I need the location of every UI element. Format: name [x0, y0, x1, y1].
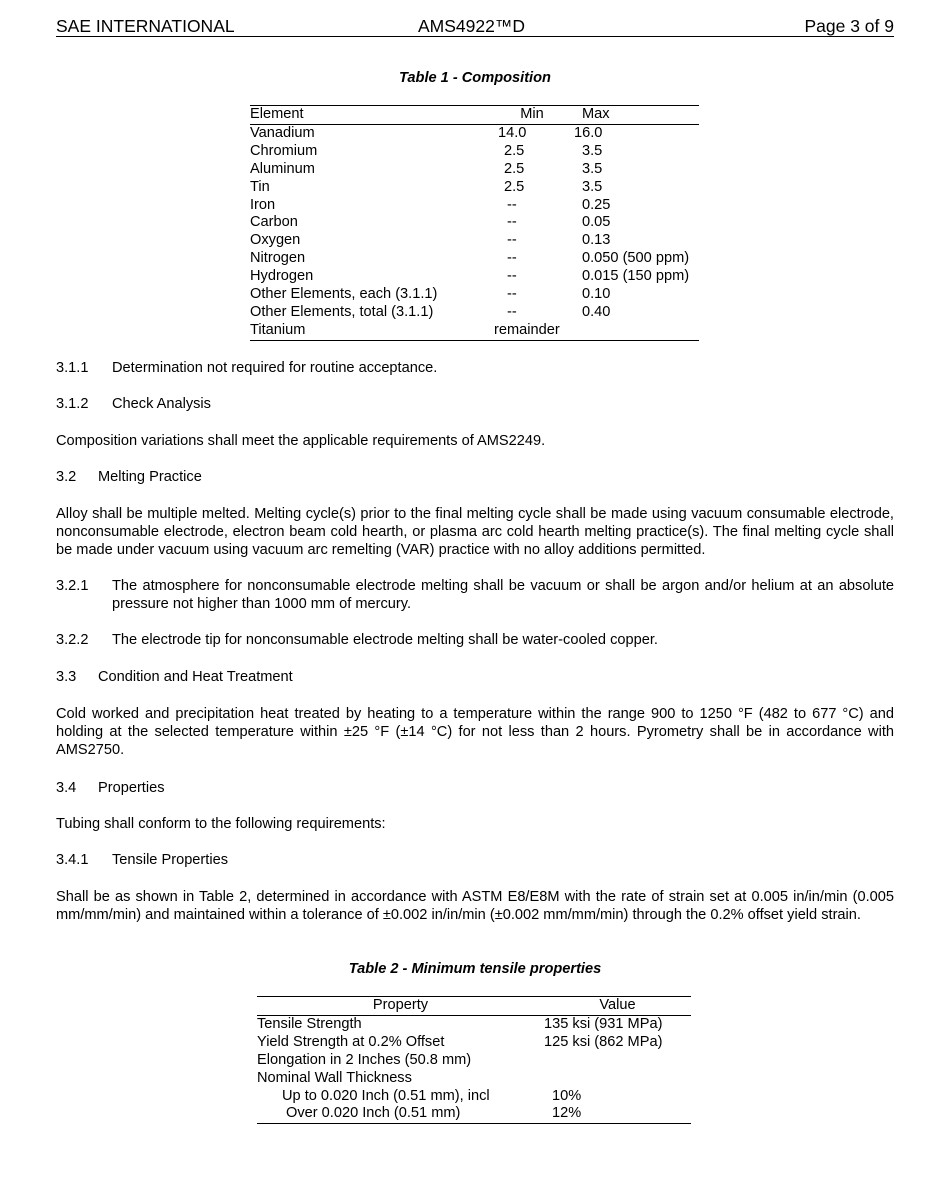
- table-cell: 3.5: [582, 178, 603, 195]
- table-cell: [544, 1070, 691, 1088]
- publisher-name: SAE INTERNATIONAL: [56, 16, 235, 36]
- section-number: 3.3: [56, 669, 77, 685]
- paragraph: Composition variations shall meet the applicable requirements of AMS2249.: [56, 433, 546, 449]
- table-cell: 14.0: [498, 124, 527, 141]
- section-heading: Condition and Heat Treatment: [98, 669, 293, 685]
- document-number: AMS4922™D: [418, 16, 525, 36]
- table-cell: 3.5: [582, 160, 603, 177]
- table-row: [257, 1015, 691, 1033]
- section-text: Determination not required for routine acceptance.: [112, 360, 438, 376]
- paragraph: Shall be as shown in Table 2, determined in accordance with ASTM E8/E8M with the rate of strain set at 0.005 in/in/min (0.005 mm/mm/min) and maintained within a tolerance of ±0.002 in/in/min (±0.002 mm/mm/min) through the 0.2% offset yield strain.: [56, 889, 894, 923]
- table-cell: 2.5: [504, 178, 525, 195]
- table-cell: --: [507, 214, 517, 231]
- composition-table: [250, 105, 699, 341]
- table-cell: 0.05: [582, 214, 611, 231]
- table-cell: 0.40: [582, 303, 611, 320]
- table-cell: --: [507, 286, 517, 303]
- table-row: [257, 1088, 691, 1106]
- table-row: [257, 1105, 691, 1123]
- table-cell: --: [507, 268, 517, 285]
- table-cell: Carbon: [250, 214, 298, 231]
- table-cell: Vanadium: [250, 124, 315, 141]
- paragraph: Tubing shall conform to the following requirements:: [56, 816, 386, 832]
- table-row: [250, 197, 699, 215]
- table-cell: 16.0: [574, 124, 603, 141]
- table-cell: Iron: [250, 196, 276, 213]
- section-number: 3.1.2: [56, 396, 89, 412]
- table-cell: Nominal Wall Thickness: [257, 1069, 412, 1086]
- table-header-row: [257, 997, 691, 1016]
- table-cell: --: [507, 196, 517, 213]
- section-text: The atmosphere for nonconsumable electrode melting shall be vacuum or shall be argon and/or helium at an absolute pressure not higher than 1000 mm of mercury.: [112, 578, 894, 612]
- table-cell: Other Elements, each (3.1.1): [250, 286, 438, 303]
- table-cell: 2.5: [504, 142, 525, 159]
- table-cell: --: [507, 250, 517, 267]
- section-heading: Check Analysis: [112, 396, 211, 412]
- table-cell: 12%: [552, 1105, 582, 1122]
- section-number: 3.4.1: [56, 852, 89, 868]
- column-header: Element: [250, 106, 490, 125]
- section-text: The electrode tip for nonconsumable electrode melting shall be water-cooled copper.: [112, 632, 658, 648]
- section-number: 3.4: [56, 780, 77, 796]
- table-row: [250, 250, 699, 268]
- table-cell: 0.10: [582, 286, 611, 303]
- table-cell: Chromium: [250, 142, 318, 159]
- table2-caption: Table 2 - Minimum tensile properties: [348, 961, 602, 977]
- table-row: [250, 143, 699, 161]
- table-cell: 0.25: [582, 196, 611, 213]
- table-cell: Other Elements, total (3.1.1): [250, 303, 434, 320]
- table-row: [257, 1034, 691, 1052]
- table-cell: 2.5: [504, 160, 525, 177]
- table-row: [250, 214, 699, 232]
- table-cell: remainder: [494, 321, 560, 338]
- section-number: 3.2.1: [56, 578, 89, 594]
- page-number: Page 3 of 9: [804, 16, 894, 36]
- column-header: Max: [574, 106, 699, 125]
- section-3-2-1: [56, 577, 894, 617]
- table-row: [257, 1052, 691, 1070]
- table-cell: 0.015 (150 ppm): [582, 268, 690, 285]
- table-cell: 125 ksi (862 MPa): [544, 1033, 663, 1050]
- table-cell: Tensile Strength: [257, 1015, 362, 1032]
- table-cell: Elongation in 2 Inches (50.8 mm): [257, 1051, 472, 1068]
- section-heading: Melting Practice: [98, 469, 202, 485]
- table-row: [250, 268, 699, 286]
- column-header: Property: [257, 997, 544, 1016]
- paragraph: Cold worked and precipitation heat treated by heating to a temperature within the range 900 to 1250 °F (482 to 677 °C) and holding at the selected temperature within ±25 °F (±14 °C) for not less than 2 hours. Pyrometry shall be in accordance with AMS2750.: [56, 706, 894, 758]
- section-number: 3.2: [56, 469, 77, 485]
- table-row: [250, 179, 699, 197]
- table-cell: Titanium: [250, 321, 306, 338]
- section-number: 3.2.2: [56, 632, 89, 648]
- paragraph: Alloy shall be multiple melted. Melting cycle(s) prior to the final melting cycle shall be made using vacuum consumable electrode, nonconsumable electrode, electron beam cold hearth, or plasma arc cold hearth melting practice(s). The final melting cycle shall be made under vacuum using vacuum arc remelting (VAR) practice with no alloy additions permitted.: [56, 506, 894, 558]
- table-cell: 135 ksi (931 MPa): [544, 1015, 663, 1032]
- table-cell: --: [507, 303, 517, 320]
- table-cell: 0.050 (500 ppm): [582, 250, 690, 267]
- section-heading: Tensile Properties: [112, 852, 228, 868]
- table-cell: Oxygen: [250, 232, 301, 249]
- table-cell: Yield Strength at 0.2% Offset: [257, 1033, 445, 1050]
- table-row: [250, 286, 699, 304]
- table-row: [250, 304, 699, 322]
- table-row: [250, 161, 699, 179]
- table-cell: 10%: [552, 1087, 582, 1104]
- table-row: [250, 232, 699, 250]
- section-number: 3.1.1: [56, 360, 89, 376]
- table-cell: --: [507, 232, 517, 249]
- table-row: [250, 124, 699, 142]
- table1-caption: Table 1 - Composition: [399, 70, 551, 86]
- table-cell: Over 0.020 Inch (0.51 mm): [286, 1105, 461, 1122]
- table-row: [250, 322, 699, 340]
- table-header-row: [250, 106, 699, 125]
- table-cell: Tin: [250, 178, 270, 195]
- table-row: [257, 1070, 691, 1088]
- tensile-properties-table: [257, 996, 691, 1124]
- table-cell: [574, 322, 699, 340]
- table-cell: Up to 0.020 Inch (0.51 mm), incl: [282, 1087, 490, 1104]
- table-cell: Nitrogen: [250, 250, 306, 267]
- section-heading: Properties: [98, 780, 165, 796]
- table-cell: [544, 1052, 691, 1070]
- table-cell: Hydrogen: [250, 268, 314, 285]
- column-header: Min: [490, 106, 574, 125]
- table-cell: 0.13: [582, 232, 611, 249]
- page-header: [56, 14, 894, 37]
- table-cell: 3.5: [582, 142, 603, 159]
- table-cell: Aluminum: [250, 160, 315, 177]
- column-header: Value: [544, 997, 691, 1016]
